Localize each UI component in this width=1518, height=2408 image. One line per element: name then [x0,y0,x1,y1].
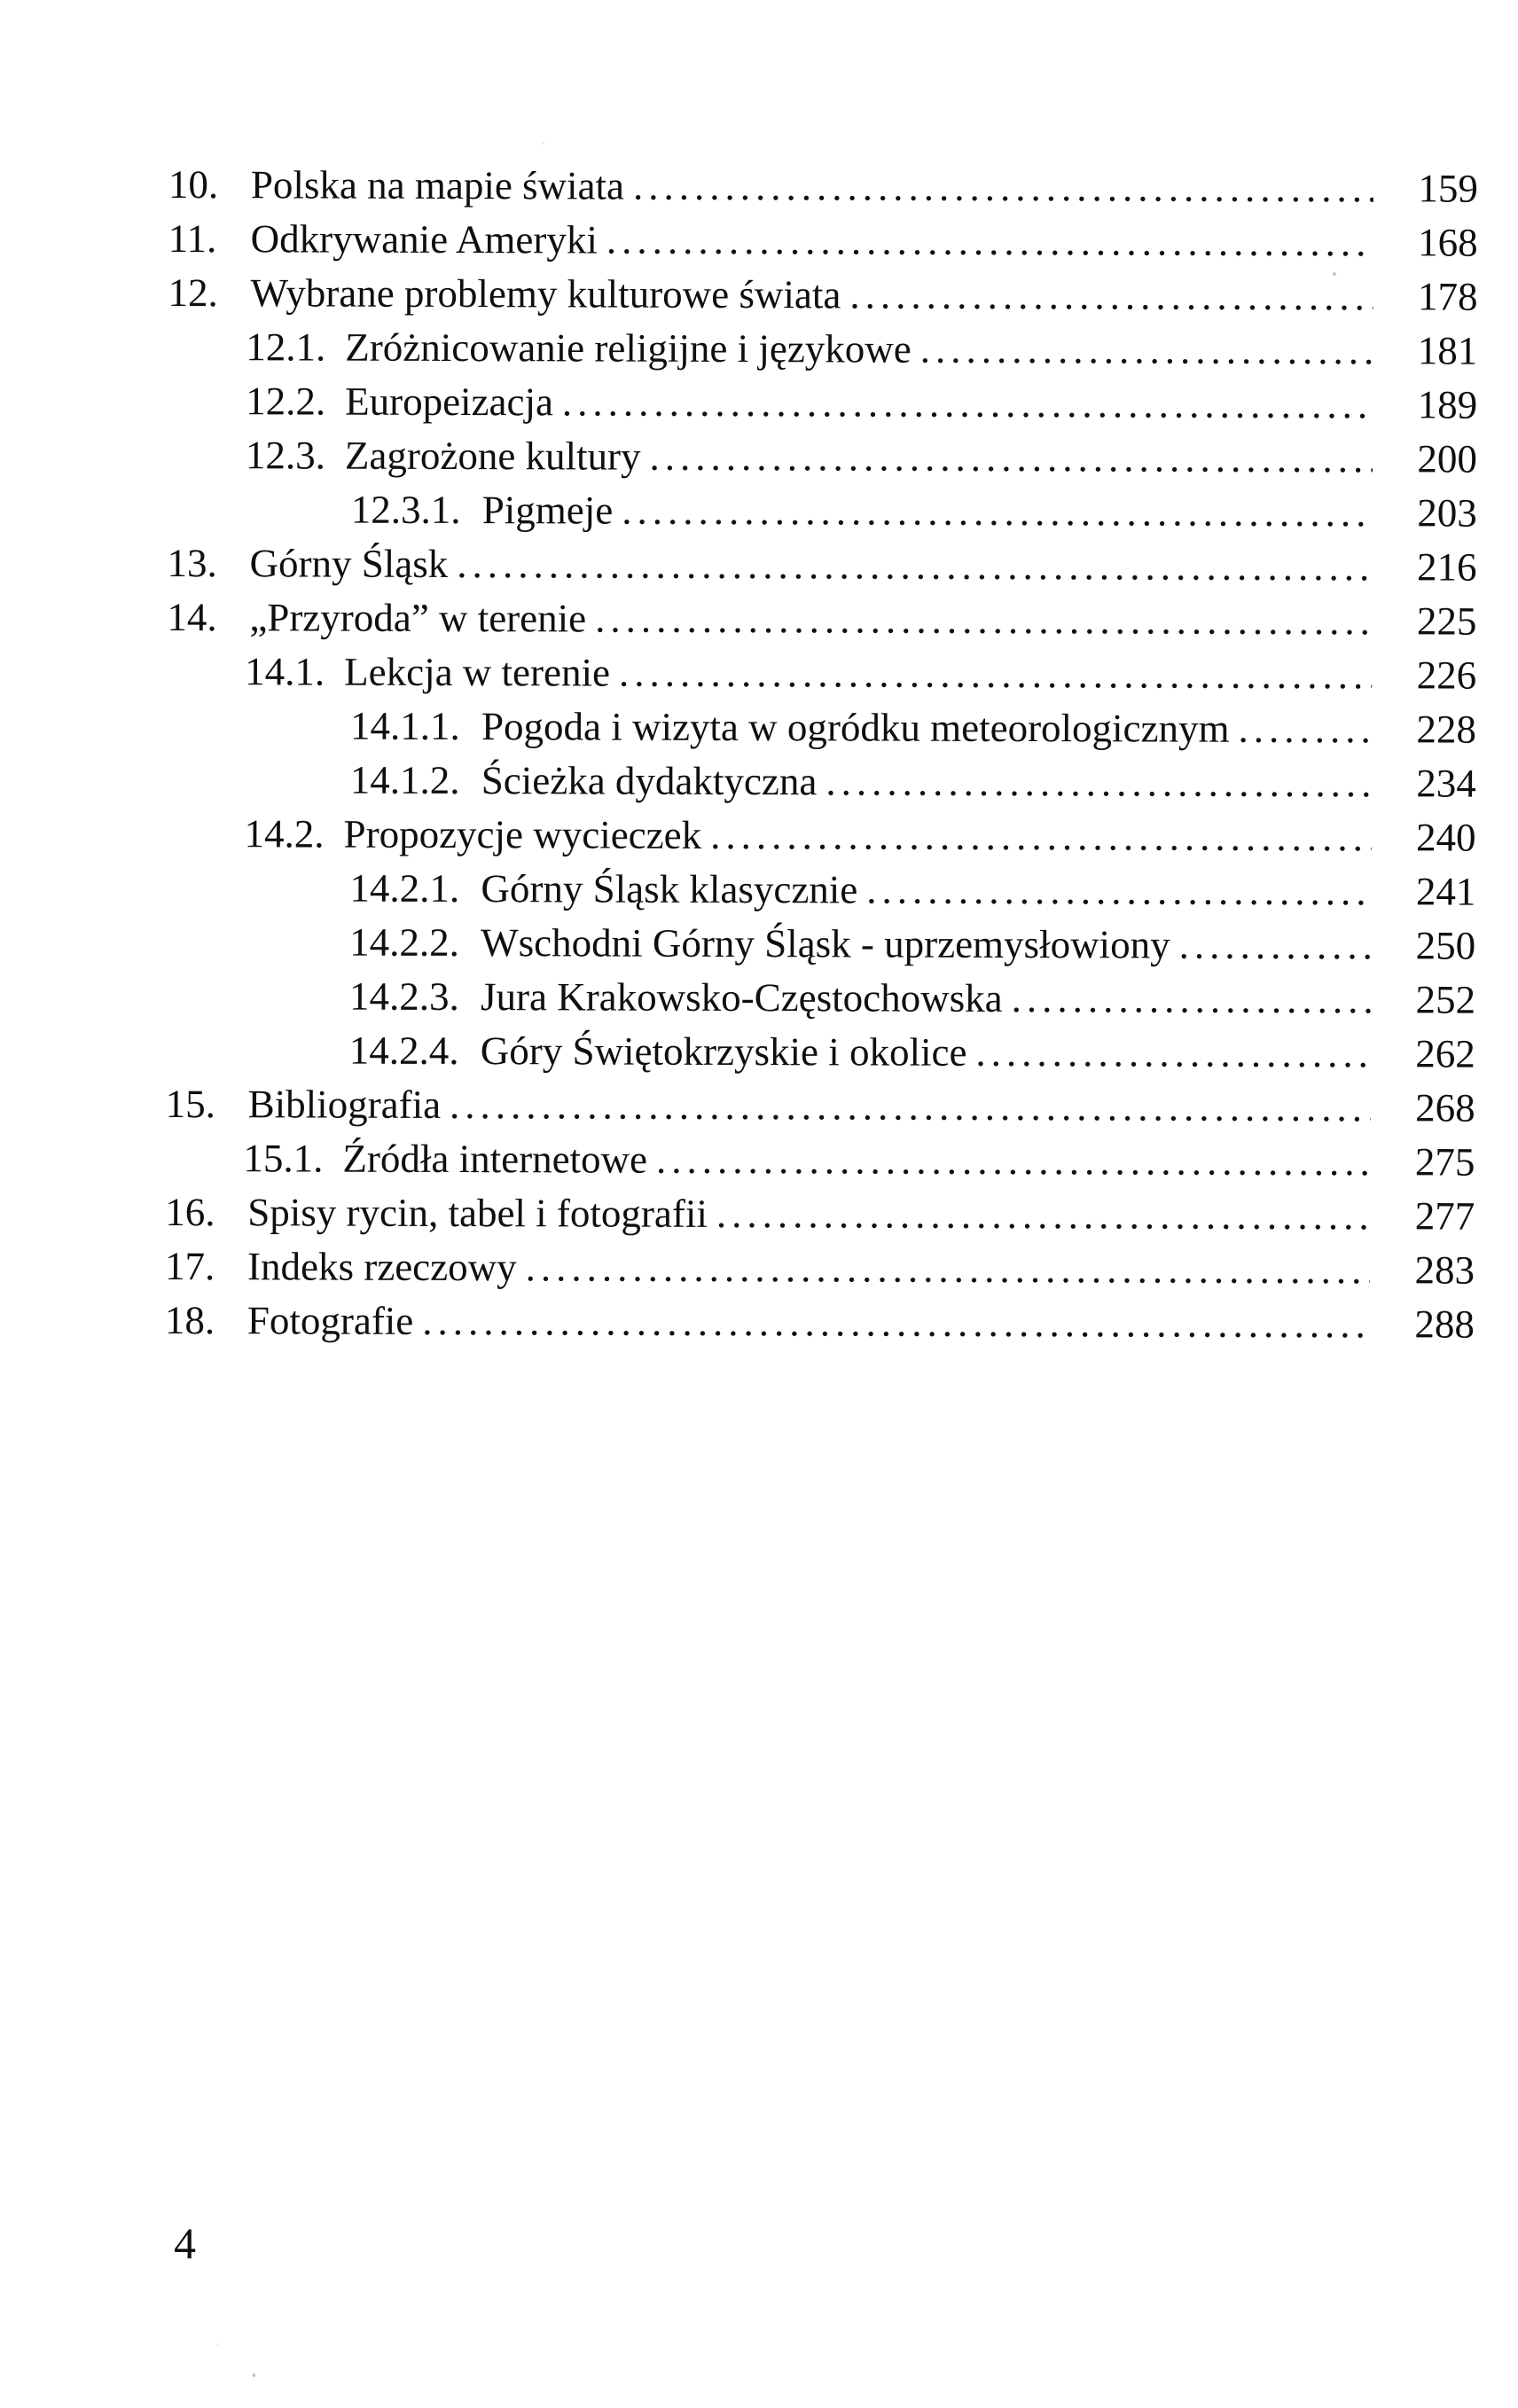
entry-title: Wschodni Górny Śląsk - uprzemysłowiony [481,920,1170,967]
entry-number: 14.2. [244,811,325,856]
scan-speck [253,2373,255,2377]
entry-title: Górny Śląsk klasycznie [481,866,858,912]
entry-title: Góry Świętokrzyskie i okolice [480,1028,967,1075]
entry-number: 14.1. [245,649,325,694]
entry-page: 283 [1414,1247,1475,1293]
entry-page: 178 [1417,274,1478,319]
entry-title: Wybrane problemy kulturowe świata [250,270,841,317]
entry-number: 14.2.1. [349,865,460,911]
dot-leader [716,1187,1371,1243]
dot-leader [826,754,1372,810]
entry-title: Jura Krakowsko-Częstochowska [480,974,1003,1020]
scan-speck [216,2343,219,2346]
toc-entry [165,1131,1475,1190]
entry-title: Polska na mapie świata [250,162,625,208]
entry-number: 14.1.2. [349,757,460,803]
toc-entry [166,1077,1475,1136]
toc-entry [167,590,1476,649]
entry-number: 17. [164,1243,215,1289]
dot-leader [975,1026,1371,1081]
dot-leader [450,1078,1371,1135]
entry-page: 250 [1415,923,1476,968]
entry-page: 181 [1417,328,1478,373]
toc-entry [167,645,1476,703]
toc-entry [168,212,1478,270]
entry-page: 189 [1417,382,1478,427]
entry-title: Propozycje wycieczek [343,811,702,857]
toc-entry [167,536,1476,595]
toc-entry [167,753,1476,811]
scan-speck [542,142,544,145]
dot-leader [633,160,1373,216]
toc-entry [166,915,1475,973]
dot-leader [710,809,1372,864]
entry-page: 200 [1417,436,1478,481]
entry-number: 16. [165,1189,215,1235]
entry-number: 12.2. [246,379,326,424]
toc-entry [168,374,1477,433]
entry-number: 12.3. [245,433,326,478]
entry-page: 240 [1416,815,1476,860]
toc-entry [166,1023,1475,1082]
entry-title: Bibliografia [247,1082,442,1127]
dot-leader [1179,919,1372,973]
dot-leader [649,430,1373,487]
toc-entry [165,1185,1475,1244]
entry-page: 275 [1414,1139,1475,1184]
entry-number: 18. [164,1297,215,1343]
toc-entry [167,699,1476,757]
entry-title: Zagrożone kultury [344,433,641,479]
entry-number: 10. [168,161,219,207]
dot-leader [526,1240,1371,1297]
toc-entry [168,266,1477,324]
entry-number: 14.2.2. [349,919,460,966]
entry-number: 14.2.3. [348,973,459,1020]
entry-page: 262 [1415,1031,1475,1076]
dot-leader [1012,972,1372,1027]
dot-leader [619,646,1372,703]
entry-title: Indeks rzeczowy [246,1244,517,1290]
entry-title: Ścieżka dydaktyczna [481,758,818,804]
entry-title: Europeizacja [345,379,554,425]
entry-page: 288 [1414,1302,1475,1347]
entry-page: 277 [1414,1193,1475,1239]
entry-number: 13. [167,540,217,586]
entry-title: Pigmeje [481,488,614,533]
entry-page: 252 [1415,977,1476,1022]
folio-page-number: 4 [174,2218,196,2268]
dot-leader [849,268,1373,324]
dot-leader [622,484,1373,541]
dot-leader [457,537,1372,594]
toc-entry [168,482,1477,541]
toc-entry [168,428,1477,487]
dot-leader [422,1294,1370,1351]
dot-leader [656,1133,1371,1190]
entry-number: 12.1. [246,324,326,370]
toc-entry [165,1239,1475,1298]
entry-page: 268 [1415,1085,1475,1130]
entry-title: Górny Śląsk [249,541,449,586]
dot-leader [562,375,1373,432]
toc-entry [166,969,1475,1028]
entry-number: 15. [165,1081,215,1127]
entry-page: 225 [1416,598,1477,644]
toc-entry [165,1294,1475,1352]
entry-number: 12.3.1. [350,487,461,533]
toc-entry [168,320,1477,379]
entry-page: 159 [1418,166,1478,211]
toc-entry [167,807,1476,865]
entry-title: Spisy rycin, tabel i fotografii [247,1190,708,1236]
entry-number: 11. [168,215,217,262]
entry-title: Zróżnicowanie religijne i językowe [345,324,912,371]
entry-number: 15.1. [243,1136,324,1181]
entry-page: 241 [1415,869,1476,914]
dot-leader [920,323,1373,379]
entry-title: „Przyroda” w terenie [249,595,587,641]
entry-page: 228 [1416,707,1477,752]
dot-leader [595,592,1372,649]
toc-entry [168,158,1478,216]
entry-page: 234 [1416,761,1476,806]
entry-page: 168 [1418,220,1478,265]
toc-list [165,158,1478,1352]
entry-page: 226 [1416,653,1477,698]
entry-title: Źródła internetowe [342,1136,648,1182]
dot-leader [606,214,1373,270]
scan-speck [1333,272,1336,276]
entry-number: 14. [167,594,217,640]
toc-entry [166,861,1475,919]
entry-page: 216 [1416,544,1477,590]
entry-number: 12. [168,270,218,316]
entry-title: Odkrywanie Ameryki [250,216,598,262]
entry-title: Lekcja w terenie [344,649,611,695]
entry-number: 14.2.4. [348,1028,459,1074]
entry-page: 203 [1417,490,1477,536]
entry-title: Pogoda i wizyta w ogródku meteorologicznym [481,704,1230,751]
dot-leader [1238,702,1372,756]
entry-title: Fotografie [246,1298,414,1343]
entry-number: 14.1.1. [349,703,460,749]
dot-leader [866,863,1371,919]
